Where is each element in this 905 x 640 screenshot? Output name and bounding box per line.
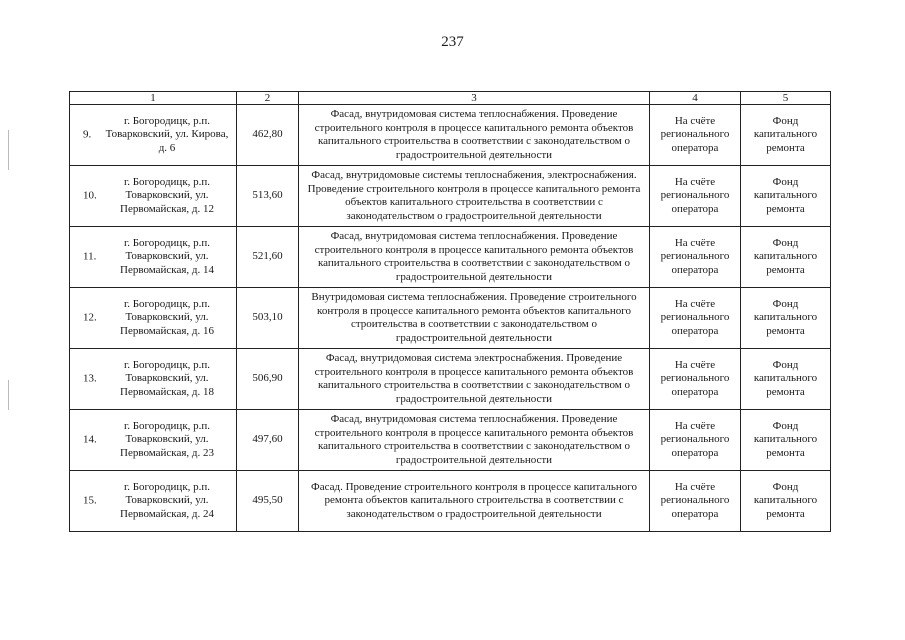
table-row — [70, 471, 831, 532]
address-text: г. Богородицк, р.п. Товарковский, ул. Первомайская, д. 23 — [120, 419, 214, 459]
works-cell: Фасад, внутридомовые системы теплоснабжения, электроснабжения. Проведение строительного контроля в процессе капитального ремонта объектов капитального строительства в соответствии с законодательством о градостроительной деятельности — [299, 166, 650, 227]
row-number: 12. — [83, 311, 97, 324]
works-cell: Фасад, внутридомовая система электроснабжения. Проведение строительного контроля в процессе капитального ремонта объектов капитального строительства в соответствии с законодательством о градостроительной деятельности — [299, 349, 650, 410]
row-number: 11. — [83, 250, 97, 263]
row-number: 13. — [83, 372, 97, 385]
funding-source-cell: На счёте регионального оператора — [650, 471, 741, 532]
address-cell — [70, 410, 237, 471]
table-row — [70, 105, 831, 166]
area-cell: 497,60 — [237, 410, 299, 471]
fund-cell: Фонд капитального ремонта — [741, 471, 831, 532]
works-cell: Фасад, внутридомовая система теплоснабжения. Проведение строительного контроля в процессе капитального ремонта объектов капитального строительства в соответствии с законодательством о градостроительной деятельности — [299, 227, 650, 288]
area-cell: 503,10 — [237, 288, 299, 349]
address-text: г. Богородицк, р.п. Товарковский, ул. Первомайская, д. 12 — [120, 175, 214, 215]
funding-source-cell: На счёте регионального оператора — [650, 349, 741, 410]
works-cell: Фасад, внутридомовая система теплоснабжения. Проведение строительного контроля в процессе капитального ремонта объектов капитального строительства в соответствии с законодательством о градостроительной деятельности — [299, 410, 650, 471]
scan-edge-mark — [8, 380, 9, 410]
page-number: 237 — [441, 34, 464, 50]
scan-edge-mark — [8, 130, 9, 170]
fund-cell: Фонд капитального ремонта — [741, 349, 831, 410]
area-cell: 495,50 — [237, 471, 299, 532]
address-cell — [70, 227, 237, 288]
funding-source-cell: На счёте регионального оператора — [650, 288, 741, 349]
row-number: 9. — [83, 128, 92, 141]
table-row — [70, 410, 831, 471]
table-row — [70, 227, 831, 288]
row-number: 15. — [83, 494, 97, 507]
address-cell — [70, 166, 237, 227]
fund-cell: Фонд капитального ремонта — [741, 105, 831, 166]
table-row — [70, 166, 831, 227]
address-cell — [70, 105, 237, 166]
works-table — [69, 91, 831, 532]
column-header: 3 — [299, 92, 650, 105]
table-row — [70, 349, 831, 410]
works-cell: Фасад. Проведение строительного контроля в процессе капитального ремонта объектов капитального строительства в соответствии с законодательством о градостроительной деятельности — [299, 471, 650, 532]
column-header: 4 — [650, 92, 741, 105]
address-cell — [70, 471, 237, 532]
address-cell — [70, 288, 237, 349]
row-number: 14. — [83, 433, 97, 446]
column-header: 5 — [741, 92, 831, 105]
address-text: г. Богородицк, р.п. Товарковский, ул. Первомайская, д. 14 — [120, 236, 214, 276]
row-number: 10. — [83, 189, 97, 202]
address-text: г. Богородицк, р.п. Товарковский, ул. Первомайская, д. 24 — [120, 480, 214, 520]
fund-cell: Фонд капитального ремонта — [741, 288, 831, 349]
fund-cell: Фонд капитального ремонта — [741, 410, 831, 471]
column-number-header — [70, 92, 831, 105]
funding-source-cell: На счёте регионального оператора — [650, 166, 741, 227]
fund-cell: Фонд капитального ремонта — [741, 227, 831, 288]
works-cell: Фасад, внутридомовая система теплоснабжения. Проведение строительного контроля в процессе капитального ремонта объектов капитального строительства в соответствии с законодательством о градостроительной деятельности — [299, 105, 650, 166]
column-header: 2 — [237, 92, 299, 105]
works-cell: Внутридомовая система теплоснабжения. Проведение строительного контроля в процессе капитального ремонта объектов капитального строительства в соответствии с законодательством о градостроительной деятельности — [299, 288, 650, 349]
address-text: г. Богородицк, р.п. Товарковский, ул. Кирова, д. 6 — [105, 114, 229, 154]
column-header: 1 — [70, 92, 237, 105]
area-cell: 462,80 — [237, 105, 299, 166]
funding-source-cell: На счёте регионального оператора — [650, 410, 741, 471]
fund-cell: Фонд капитального ремонта — [741, 166, 831, 227]
area-cell: 513,60 — [237, 166, 299, 227]
area-cell: 521,60 — [237, 227, 299, 288]
table-row — [70, 288, 831, 349]
address-text: г. Богородицк, р.п. Товарковский, ул. Первомайская, д. 16 — [120, 297, 214, 337]
funding-source-cell: На счёте регионального оператора — [650, 105, 741, 166]
funding-source-cell: На счёте регионального оператора — [650, 227, 741, 288]
address-cell — [70, 349, 237, 410]
area-cell: 506,90 — [237, 349, 299, 410]
address-text: г. Богородицк, р.п. Товарковский, ул. Первомайская, д. 18 — [120, 358, 214, 398]
